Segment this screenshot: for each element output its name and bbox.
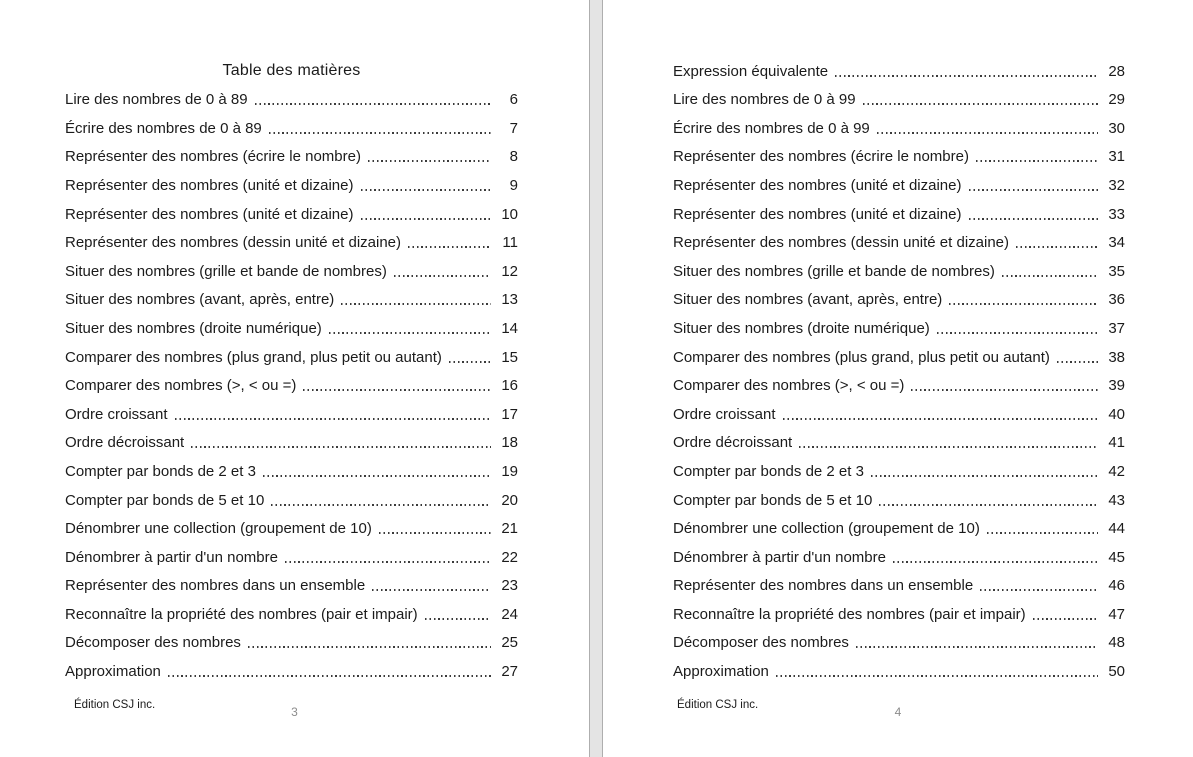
toc-entry [65, 312, 518, 341]
toc-entry-label: Compter par bonds de 5 et 10 [673, 491, 873, 509]
toc-entry-page-number: 17 [501, 405, 518, 423]
toc-entry-page-number: 23 [501, 577, 518, 595]
toc-dotted-leader [969, 218, 1099, 220]
toc-dotted-leader [879, 504, 1098, 506]
toc-entry-label: Ordre croissant [65, 405, 168, 423]
toc-entry-page-number: 37 [1108, 319, 1125, 337]
toc-entry-label: Compter par bonds de 2 et 3 [65, 462, 256, 480]
toc-entry-label: Comparer des nombres (>, < ou =) [673, 377, 905, 395]
toc-dotted-leader [893, 561, 1098, 563]
toc-entry-label: Représenter des nombres dans un ensemble [673, 577, 974, 595]
toc-dotted-leader [835, 75, 1098, 77]
toc-entry-label: Représenter des nombres (unité et dizaine) [673, 205, 962, 223]
toc-entry-page-number: 8 [509, 148, 518, 166]
toc-entry-label: Approximation [673, 663, 769, 681]
toc-entry-page-number: 12 [501, 262, 518, 280]
toc-entry-label: Situer des nombres (grille et bande de nombres) [673, 262, 995, 280]
toc-entry-page-number: 28 [1108, 62, 1125, 80]
toc-entry-page-number: 34 [1108, 234, 1125, 252]
toc-entry [65, 284, 518, 313]
toc-entry-label: Représenter des nombres (écrire le nombre) [65, 148, 361, 166]
toc-entry-page-number: 43 [1108, 491, 1125, 509]
toc-entry-label: Décomposer des nombres [65, 634, 241, 652]
toc-entry-label: Situer des nombres (avant, après, entre) [65, 291, 335, 309]
toc-entry [673, 169, 1125, 198]
toc-dotted-leader [425, 618, 491, 620]
toc-entry [673, 112, 1125, 141]
toc-entry-page-number: 40 [1108, 405, 1125, 423]
toc-entry-label: Reconnaître la propriété des nombres (pair et impair) [65, 605, 418, 623]
toc-content-left [0, 0, 589, 684]
toc-entry [673, 398, 1125, 427]
toc-entry-page-number: 20 [501, 491, 518, 509]
toc-entry-label: Représenter des nombres (dessin unité et dizaine) [673, 234, 1010, 252]
toc-dotted-leader [329, 332, 491, 334]
toc-entry-page-number: 45 [1108, 548, 1125, 566]
toc-entry [673, 598, 1125, 627]
toc-entry-page-number: 36 [1108, 291, 1125, 309]
footer-page-number-left: 3 [291, 705, 298, 719]
toc-dotted-leader [361, 189, 492, 191]
toc-entry-label: Décomposer des nombres [673, 634, 849, 652]
toc-entry-page-number: 30 [1108, 119, 1125, 137]
toc-entry-page-number: 35 [1108, 262, 1125, 280]
toc-entry-page-number: 11 [502, 234, 518, 252]
toc-entry [65, 598, 518, 627]
toc-entry [65, 112, 518, 141]
toc-entry-label: Reconnaître la propriété des nombres (pair et impair) [673, 605, 1026, 623]
toc-entry-label: Représenter des nombres (unité et dizaine) [65, 205, 354, 223]
toc-entry-label: Comparer des nombres (>, < ou =) [65, 377, 297, 395]
toc-entry [65, 655, 518, 684]
toc-dotted-leader [368, 160, 491, 162]
toc-dotted-leader [168, 675, 491, 677]
toc-entry-page-number: 39 [1108, 377, 1125, 395]
toc-dotted-leader [976, 160, 1098, 162]
toc-dotted-leader [980, 589, 1098, 591]
toc-entry-label: Compter par bonds de 2 et 3 [673, 462, 864, 480]
toc-dotted-leader [937, 332, 1098, 334]
page-gutter-divider [589, 0, 603, 757]
toc-entry-label: Écrire des nombres de 0 à 99 [673, 119, 870, 137]
toc-entry [673, 227, 1125, 256]
toc-dotted-leader [1033, 618, 1098, 620]
toc-entry [65, 341, 518, 370]
toc-entry-page-number: 32 [1108, 176, 1125, 194]
toc-entry-label: Situer des nombres (droite numérique) [65, 319, 322, 337]
toc-entry-page-number: 16 [501, 377, 518, 395]
toc-entry-label: Représenter des nombres (dessin unité et dizaine) [65, 234, 402, 252]
toc-entry-label: Dénombrer une collection (groupement de 10) [673, 520, 980, 538]
toc-entry-page-number: 33 [1108, 205, 1125, 223]
toc-entry [673, 84, 1125, 113]
toc-entry-label: Représenter des nombres (écrire le nombre) [673, 148, 969, 166]
page-left [0, 0, 589, 757]
toc-dotted-leader [248, 646, 491, 648]
toc-entry-page-number: 46 [1108, 577, 1125, 595]
toc-entry-label: Expression équivalente [673, 62, 829, 80]
toc-entry [65, 484, 518, 513]
toc-entry-page-number: 50 [1108, 663, 1125, 681]
toc-entry-page-number: 15 [501, 348, 518, 366]
toc-entry [673, 341, 1125, 370]
toc-dotted-leader [255, 103, 491, 105]
toc-entry [65, 370, 518, 399]
toc-entry-page-number: 48 [1108, 634, 1125, 652]
toc-entry [673, 655, 1125, 684]
toc-entry [673, 427, 1125, 456]
toc-dotted-leader [871, 475, 1098, 477]
toc-entry-label: Comparer des nombres (plus grand, plus petit ou autant) [65, 348, 442, 366]
toc-entry-page-number: 31 [1108, 148, 1125, 166]
toc-entry [673, 55, 1125, 84]
toc-entry-label: Ordre croissant [673, 405, 776, 423]
toc-entry-label: Situer des nombres (avant, après, entre) [673, 291, 943, 309]
toc-dotted-leader [969, 189, 1099, 191]
toc-entry-page-number: 24 [501, 605, 518, 623]
toc-entry [673, 284, 1125, 313]
toc-entry-label: Ordre décroissant [673, 434, 793, 452]
toc-dotted-leader [1002, 275, 1098, 277]
toc-entry [65, 227, 518, 256]
toc-entry-label: Situer des nombres (droite numérique) [673, 319, 930, 337]
toc-dotted-leader [379, 532, 491, 534]
toc-dotted-leader [341, 303, 491, 305]
toc-entry-label: Dénombrer à partir d'un nombre [65, 548, 278, 566]
toc-entry [65, 198, 518, 227]
toc-content-right [603, 0, 1193, 684]
toc-title: Table des matières [222, 61, 361, 79]
toc-entry-label: Approximation [65, 663, 161, 681]
toc-entry [673, 513, 1125, 542]
toc-dotted-leader [175, 418, 491, 420]
footer-edition-left: Édition CSJ inc. [74, 699, 156, 711]
toc-entry-label: Représenter des nombres dans un ensemble [65, 577, 366, 595]
toc-entry [65, 398, 518, 427]
toc-entry-page-number: 47 [1108, 605, 1125, 623]
toc-dotted-leader [783, 418, 1098, 420]
toc-entry [673, 198, 1125, 227]
toc-dotted-leader [949, 303, 1098, 305]
toc-entry [65, 141, 518, 170]
page-right [603, 0, 1193, 757]
footer-edition-right: Édition CSJ inc. [677, 699, 759, 711]
toc-entry-page-number: 27 [501, 663, 518, 681]
toc-dotted-leader [877, 132, 1098, 134]
toc-entry-page-number: 42 [1108, 462, 1125, 480]
toc-list-left [65, 84, 518, 684]
toc-dotted-leader [361, 218, 492, 220]
toc-list-right [673, 55, 1125, 684]
toc-entry [65, 84, 518, 113]
toc-dotted-leader [856, 646, 1098, 648]
toc-entry-page-number: 14 [501, 319, 518, 337]
toc-entry-page-number: 7 [509, 119, 518, 137]
toc-dotted-leader [1016, 246, 1098, 248]
toc-entry-label: Représenter des nombres (unité et dizaine) [673, 176, 962, 194]
toc-entry-label: Lire des nombres de 0 à 99 [673, 91, 856, 109]
toc-entry [65, 513, 518, 542]
toc-entry-page-number: 10 [501, 205, 518, 223]
toc-entry-page-number: 22 [501, 548, 518, 566]
toc-dotted-leader [271, 504, 491, 506]
toc-dotted-leader [191, 446, 491, 448]
toc-entry-page-number: 18 [501, 434, 518, 452]
toc-dotted-leader [799, 446, 1098, 448]
toc-dotted-leader [776, 675, 1098, 677]
toc-dotted-leader [408, 246, 491, 248]
toc-entry-page-number: 21 [501, 520, 518, 538]
toc-entry [673, 570, 1125, 599]
toc-entry [673, 455, 1125, 484]
toc-entry-label: Compter par bonds de 5 et 10 [65, 491, 265, 509]
toc-entry-label: Dénombrer à partir d'un nombre [673, 548, 886, 566]
toc-entry [673, 312, 1125, 341]
toc-entry-label: Écrire des nombres de 0 à 89 [65, 119, 262, 137]
toc-entry-page-number: 25 [501, 634, 518, 652]
toc-dotted-leader [269, 132, 491, 134]
toc-entry [673, 255, 1125, 284]
toc-entry-label: Lire des nombres de 0 à 89 [65, 91, 248, 109]
toc-entry [673, 484, 1125, 513]
toc-dotted-leader [372, 589, 491, 591]
toc-entry [65, 427, 518, 456]
toc-entry [65, 255, 518, 284]
toc-entry [65, 455, 518, 484]
toc-entry [65, 570, 518, 599]
toc-dotted-leader [863, 103, 1098, 105]
toc-entry-page-number: 41 [1108, 434, 1125, 452]
toc-dotted-leader [394, 275, 491, 277]
toc-entry-label: Dénombrer une collection (groupement de 10) [65, 520, 372, 538]
toc-entry-page-number: 9 [509, 176, 518, 194]
toc-entry [673, 141, 1125, 170]
toc-entry-page-number: 38 [1108, 348, 1125, 366]
toc-entry-page-number: 44 [1108, 520, 1125, 538]
toc-dotted-leader [285, 561, 491, 563]
toc-dotted-leader [911, 389, 1098, 391]
toc-entry-label: Comparer des nombres (plus grand, plus petit ou autant) [673, 348, 1050, 366]
toc-dotted-leader [303, 389, 491, 391]
toc-entry-page-number: 6 [509, 91, 518, 109]
toc-dotted-leader [987, 532, 1098, 534]
toc-entry-label: Situer des nombres (grille et bande de nombres) [65, 262, 387, 280]
toc-entry-page-number: 19 [501, 462, 518, 480]
toc-entry [65, 627, 518, 656]
toc-entry-label: Ordre décroissant [65, 434, 185, 452]
toc-entry-page-number: 13 [501, 291, 518, 309]
toc-entry-label: Représenter des nombres (unité et dizaine) [65, 176, 354, 194]
toc-dotted-leader [449, 361, 491, 363]
toc-dotted-leader [263, 475, 491, 477]
footer-page-number-right: 4 [894, 705, 902, 719]
toc-entry-page-number: 29 [1108, 91, 1125, 109]
toc-entry [673, 627, 1125, 656]
toc-entry [673, 541, 1125, 570]
toc-entry [65, 169, 518, 198]
toc-entry [673, 370, 1125, 399]
toc-dotted-leader [1057, 361, 1098, 363]
toc-entry [65, 541, 518, 570]
